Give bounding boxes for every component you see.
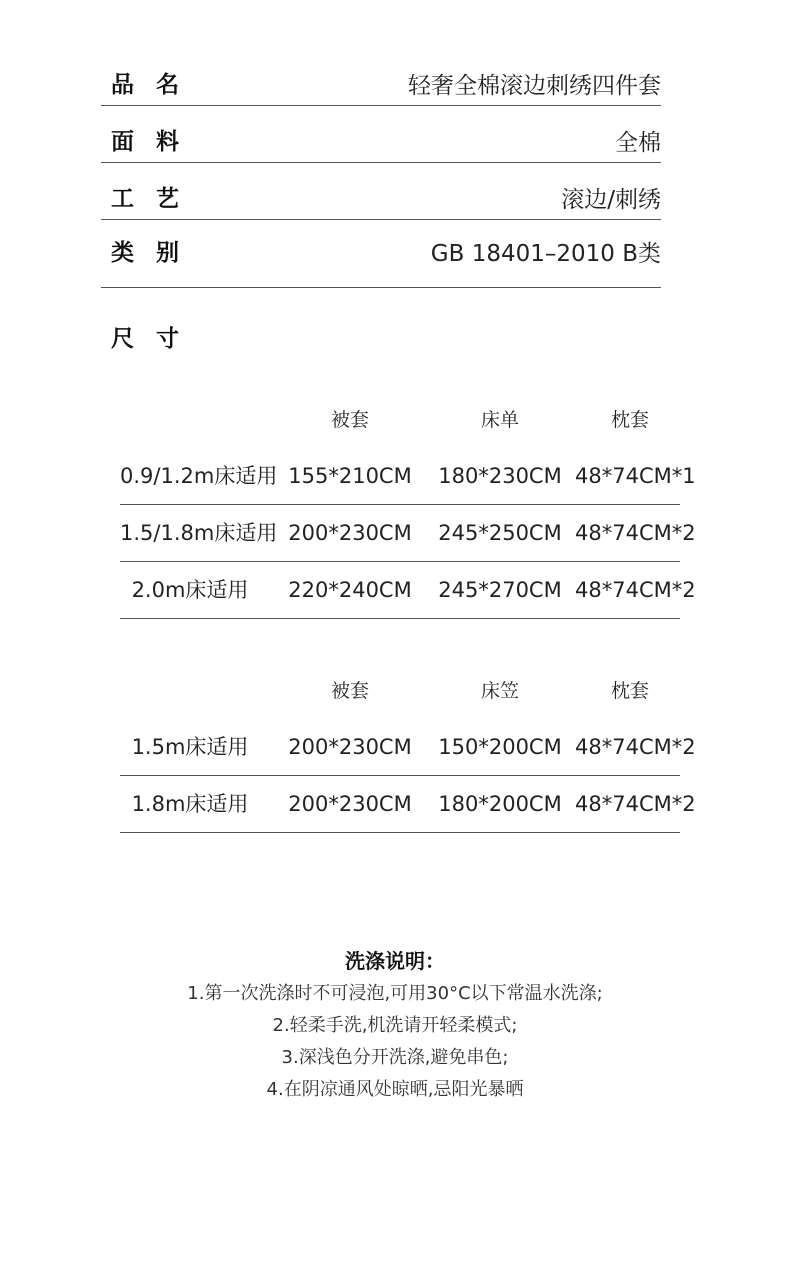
spec-label: 面料 — [111, 129, 201, 155]
table-header-cell: 床笠 — [480, 680, 519, 702]
spec-value: GB 18401–2010 B类 — [430, 241, 661, 267]
table-cell: 180*200CM — [438, 792, 562, 816]
table-header-cell — [120, 663, 260, 719]
table-header-row — [120, 663, 680, 719]
size-table-sheet — [120, 392, 696, 619]
table-cell: 200*230CM — [288, 521, 412, 545]
table-cell: 2.0m床适用 — [131, 578, 249, 602]
table-cell: 48*74CM*1 — [575, 464, 696, 488]
table-cell: 0.9/1.2m床适用 — [120, 464, 278, 488]
spec-row-fabric — [101, 105, 661, 163]
spec-value: 滚边/刺绣 — [561, 187, 661, 213]
wash-title: 洗涤说明： — [345, 949, 445, 973]
spec-label: 工艺 — [111, 186, 201, 212]
table-header-cell: 被套 — [330, 680, 369, 702]
table-row — [120, 562, 696, 619]
table-cell: 220*240CM — [288, 578, 412, 602]
table-cell: 150*200CM — [438, 735, 562, 759]
table-cell: 155*210CM — [288, 464, 412, 488]
table-header-cell: 枕套 — [610, 680, 649, 702]
size-section-title: 尺寸 — [111, 326, 201, 352]
wash-line: 3.深浅色分开洗涤,避免串色; — [281, 1047, 509, 1068]
table-cell: 200*230CM — [288, 735, 412, 759]
table-cell: 48*74CM*2 — [575, 792, 696, 816]
table-header-cell — [120, 392, 260, 448]
table-row — [120, 719, 696, 776]
table-cell: 1.5m床适用 — [131, 735, 249, 759]
spec-row-name — [101, 48, 661, 106]
wash-line: 4.在阴凉通风处晾晒,忌阳光暴晒 — [266, 1079, 524, 1100]
wash-line: 1.第一次洗涤时不可浸泡,可用30°C以下常温水洗涤; — [187, 983, 603, 1004]
size-table-fitted — [120, 663, 696, 833]
spec-value: 轻奢全棉滚边刺绣四件套 — [408, 73, 661, 99]
table-cell: 245*270CM — [438, 578, 562, 602]
table-row — [120, 448, 696, 505]
table-row — [120, 776, 696, 833]
wash-instructions — [0, 944, 790, 1106]
spec-row-craft — [101, 162, 661, 220]
spec-label: 品名 — [111, 72, 201, 98]
table-cell: 1.8m床适用 — [131, 792, 249, 816]
table-cell: 48*74CM*2 — [575, 578, 696, 602]
wash-line: 2.轻柔手洗,机洗请开轻柔模式; — [272, 1015, 518, 1036]
table-cell: 180*230CM — [438, 464, 562, 488]
table-cell: 1.5/1.8m床适用 — [120, 521, 278, 545]
table-row — [120, 505, 696, 562]
table-header-cell: 被套 — [330, 409, 369, 431]
table-cell: 200*230CM — [288, 792, 412, 816]
spec-row-category — [101, 219, 661, 288]
table-header-cell: 床单 — [480, 409, 519, 431]
table-cell: 48*74CM*2 — [575, 735, 696, 759]
spec-value: 全棉 — [615, 130, 661, 156]
table-cell: 245*250CM — [438, 521, 562, 545]
table-cell: 48*74CM*2 — [575, 521, 696, 545]
spec-label: 类别 — [111, 240, 201, 266]
table-header-row — [120, 392, 680, 448]
table-header-cell: 枕套 — [610, 409, 649, 431]
